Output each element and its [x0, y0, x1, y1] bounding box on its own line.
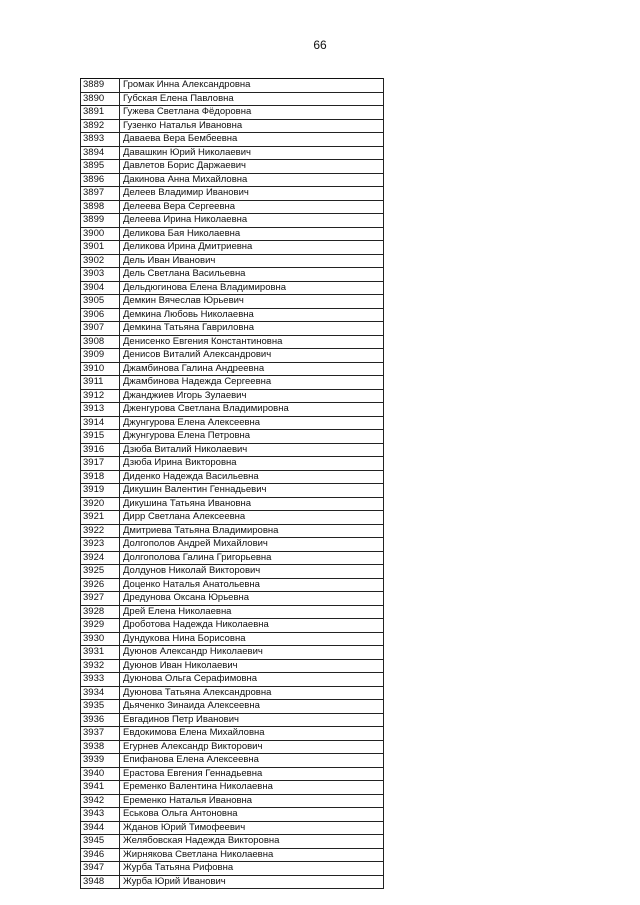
- row-number: 3910: [81, 362, 120, 376]
- person-name: Евдокимова Елена Михайловна: [120, 727, 384, 741]
- page-number: 66: [313, 38, 327, 52]
- table-row: [81, 322, 384, 336]
- row-number: 3913: [81, 403, 120, 417]
- row-number: 3927: [81, 592, 120, 606]
- table-row: [81, 335, 384, 349]
- person-name: Долгополова Галина Григорьевна: [120, 551, 384, 565]
- table-row: [81, 592, 384, 606]
- table-row: [81, 470, 384, 484]
- person-name: Дроботова Надежда Николаевна: [120, 619, 384, 633]
- person-name: Деликова Ирина Дмитриевна: [120, 241, 384, 255]
- row-number: 3902: [81, 254, 120, 268]
- person-name: Делеева Ирина Николаевна: [120, 214, 384, 228]
- row-number: 3946: [81, 848, 120, 862]
- table-row: [81, 416, 384, 430]
- table-row: [81, 565, 384, 579]
- row-number: 3933: [81, 673, 120, 687]
- row-number: 3899: [81, 214, 120, 228]
- person-name: Денисенко Евгения Константиновна: [120, 335, 384, 349]
- person-name: Демкин Вячеслав Юрьевич: [120, 295, 384, 309]
- person-name: Джунгурова Елена Алексеевна: [120, 416, 384, 430]
- table-row: [81, 511, 384, 525]
- row-number: 3894: [81, 146, 120, 160]
- table-row: [81, 227, 384, 241]
- row-number: 3940: [81, 767, 120, 781]
- table-row: [81, 578, 384, 592]
- row-number: 3900: [81, 227, 120, 241]
- table-row: [81, 457, 384, 471]
- table-row: [81, 646, 384, 660]
- row-number: 3898: [81, 200, 120, 214]
- row-number: 3903: [81, 268, 120, 282]
- person-name: Демкина Любовь Николаевна: [120, 308, 384, 322]
- table-row: [81, 349, 384, 363]
- table-row: [81, 551, 384, 565]
- row-number: 3914: [81, 416, 120, 430]
- person-name: Дакинова Анна Михайловна: [120, 173, 384, 187]
- table-row: [81, 430, 384, 444]
- table-row: [81, 659, 384, 673]
- table-row: [81, 281, 384, 295]
- table-row: [81, 295, 384, 309]
- row-number: 3915: [81, 430, 120, 444]
- person-name: Демкина Татьяна Гавриловна: [120, 322, 384, 336]
- row-number: 3907: [81, 322, 120, 336]
- row-number: 3920: [81, 497, 120, 511]
- person-name: Еременко Наталья Ивановна: [120, 794, 384, 808]
- person-name: Даваева Вера Бембеевна: [120, 133, 384, 147]
- row-number: 3905: [81, 295, 120, 309]
- row-number: 3904: [81, 281, 120, 295]
- person-name: Дзюба Ирина Викторовна: [120, 457, 384, 471]
- table-row: [81, 119, 384, 133]
- row-number: 3909: [81, 349, 120, 363]
- person-name: Дредунова Оксана Юрьевна: [120, 592, 384, 606]
- row-number: 3917: [81, 457, 120, 471]
- person-name: Дуюнов Иван Николаевич: [120, 659, 384, 673]
- row-number: 3897: [81, 187, 120, 201]
- person-name: Дуюнов Александр Николаевич: [120, 646, 384, 660]
- table-row: [81, 79, 384, 93]
- person-name: Дзюба Виталий Николаевич: [120, 443, 384, 457]
- row-number: 3889: [81, 79, 120, 93]
- table-row: [81, 403, 384, 417]
- table-row: [81, 754, 384, 768]
- row-number: 3947: [81, 862, 120, 876]
- row-number: 3924: [81, 551, 120, 565]
- table-row: [81, 106, 384, 120]
- person-name: Жданов Юрий Тимофеевич: [120, 821, 384, 835]
- table-row: [81, 781, 384, 795]
- person-name: Гужева Светлана Фёдоровна: [120, 106, 384, 120]
- table-row: [81, 254, 384, 268]
- row-number: 3928: [81, 605, 120, 619]
- table-row: [81, 200, 384, 214]
- person-name: Дуюнова Татьяна Александровна: [120, 686, 384, 700]
- person-name: Делеев Владимир Иванович: [120, 187, 384, 201]
- person-name: Делеева Вера Сергеевна: [120, 200, 384, 214]
- row-number: 3932: [81, 659, 120, 673]
- table-row: [81, 835, 384, 849]
- person-name: Дженгурова Светлана Владимировна: [120, 403, 384, 417]
- row-number: 3912: [81, 389, 120, 403]
- person-name: Доценко Наталья Анатольевна: [120, 578, 384, 592]
- row-number: 3893: [81, 133, 120, 147]
- table-row: [81, 389, 384, 403]
- row-number: 3929: [81, 619, 120, 633]
- table-row: [81, 146, 384, 160]
- row-number: 3931: [81, 646, 120, 660]
- person-name: Журба Юрий Иванович: [120, 875, 384, 889]
- register-table: [80, 78, 384, 889]
- person-name: Джанджиев Игорь Зулаевич: [120, 389, 384, 403]
- row-number: 3943: [81, 808, 120, 822]
- table-row: [81, 308, 384, 322]
- row-number: 3944: [81, 821, 120, 835]
- table-row: [81, 214, 384, 228]
- table-row: [81, 538, 384, 552]
- table-row: [81, 497, 384, 511]
- person-name: Джамбинова Галина Андреевна: [120, 362, 384, 376]
- table-row: [81, 241, 384, 255]
- person-name: Джунгурова Елена Петровна: [120, 430, 384, 444]
- row-number: 3921: [81, 511, 120, 525]
- register-body: [81, 79, 384, 889]
- row-number: 3925: [81, 565, 120, 579]
- person-name: Долгополов Андрей Михайлович: [120, 538, 384, 552]
- person-name: Ерастова Евгения Геннадьевна: [120, 767, 384, 781]
- table-row: [81, 484, 384, 498]
- table-row: [81, 376, 384, 390]
- row-number: 3890: [81, 92, 120, 106]
- table-row: [81, 160, 384, 174]
- table-row: [81, 673, 384, 687]
- person-name: Дирр Светлана Алексеевна: [120, 511, 384, 525]
- table-row: [81, 862, 384, 876]
- person-name: Дель Светлана Васильевна: [120, 268, 384, 282]
- row-number: 3942: [81, 794, 120, 808]
- person-name: Дикушина Татьяна Ивановна: [120, 497, 384, 511]
- row-number: 3938: [81, 740, 120, 754]
- row-number: 3901: [81, 241, 120, 255]
- table-row: [81, 700, 384, 714]
- person-name: Желябовская Надежда Викторовна: [120, 835, 384, 849]
- table-row: [81, 767, 384, 781]
- person-name: Еременко Валентина Николаевна: [120, 781, 384, 795]
- table-row: [81, 605, 384, 619]
- person-name: Дрей Елена Николаевна: [120, 605, 384, 619]
- person-name: Дикушин Валентин Геннадьевич: [120, 484, 384, 498]
- row-number: 3941: [81, 781, 120, 795]
- row-number: 3934: [81, 686, 120, 700]
- person-name: Жирнякова Светлана Николаевна: [120, 848, 384, 862]
- person-name: Еськова Ольга Антоновна: [120, 808, 384, 822]
- table-row: [81, 727, 384, 741]
- row-number: 3896: [81, 173, 120, 187]
- table-row: [81, 740, 384, 754]
- row-number: 3945: [81, 835, 120, 849]
- table-row: [81, 821, 384, 835]
- row-number: 3916: [81, 443, 120, 457]
- person-name: Громак Инна Александровна: [120, 79, 384, 93]
- table-row: [81, 875, 384, 889]
- row-number: 3891: [81, 106, 120, 120]
- person-name: Егурнев Александр Викторович: [120, 740, 384, 754]
- row-number: 3930: [81, 632, 120, 646]
- table-row: [81, 362, 384, 376]
- table-row: [81, 632, 384, 646]
- row-number: 3911: [81, 376, 120, 390]
- table-row: [81, 713, 384, 727]
- table-row: [81, 133, 384, 147]
- table-row: [81, 619, 384, 633]
- person-name: Деликова Бая Николаевна: [120, 227, 384, 241]
- person-name: Дмитриева Татьяна Владимировна: [120, 524, 384, 538]
- person-name: Диденко Надежда Васильевна: [120, 470, 384, 484]
- person-name: Дель Иван Иванович: [120, 254, 384, 268]
- row-number: 3922: [81, 524, 120, 538]
- row-number: 3926: [81, 578, 120, 592]
- person-name: Давашкин Юрий Николаевич: [120, 146, 384, 160]
- table-row: [81, 268, 384, 282]
- row-number: 3937: [81, 727, 120, 741]
- person-name: Дьяченко Зинаида Алексеевна: [120, 700, 384, 714]
- row-number: 3895: [81, 160, 120, 174]
- person-name: Гузенко Наталья Ивановна: [120, 119, 384, 133]
- table-row: [81, 524, 384, 538]
- person-name: Дундукова Нина Борисовна: [120, 632, 384, 646]
- table-row: [81, 686, 384, 700]
- table-row: [81, 794, 384, 808]
- person-name: Журба Татьяна Рифовна: [120, 862, 384, 876]
- person-name: Губская Елена Павловна: [120, 92, 384, 106]
- row-number: 3908: [81, 335, 120, 349]
- row-number: 3918: [81, 470, 120, 484]
- row-number: 3892: [81, 119, 120, 133]
- row-number: 3935: [81, 700, 120, 714]
- person-name: Долдунов Николай Викторович: [120, 565, 384, 579]
- row-number: 3936: [81, 713, 120, 727]
- person-name: Джамбинова Надежда Сергеевна: [120, 376, 384, 390]
- table-row: [81, 187, 384, 201]
- person-name: Епифанова Елена Алексеевна: [120, 754, 384, 768]
- table-row: [81, 173, 384, 187]
- person-name: Евгадинов Петр Иванович: [120, 713, 384, 727]
- row-number: 3939: [81, 754, 120, 768]
- row-number: 3948: [81, 875, 120, 889]
- table-row: [81, 92, 384, 106]
- person-name: Дельдюгинова Елена Владимировна: [120, 281, 384, 295]
- table-row: [81, 848, 384, 862]
- person-name: Денисов Виталий Александрович: [120, 349, 384, 363]
- table-row: [81, 443, 384, 457]
- row-number: 3923: [81, 538, 120, 552]
- person-name: Дуюнова Ольга Серафимовна: [120, 673, 384, 687]
- table-row: [81, 808, 384, 822]
- row-number: 3906: [81, 308, 120, 322]
- person-name: Давлетов Борис Даржаевич: [120, 160, 384, 174]
- row-number: 3919: [81, 484, 120, 498]
